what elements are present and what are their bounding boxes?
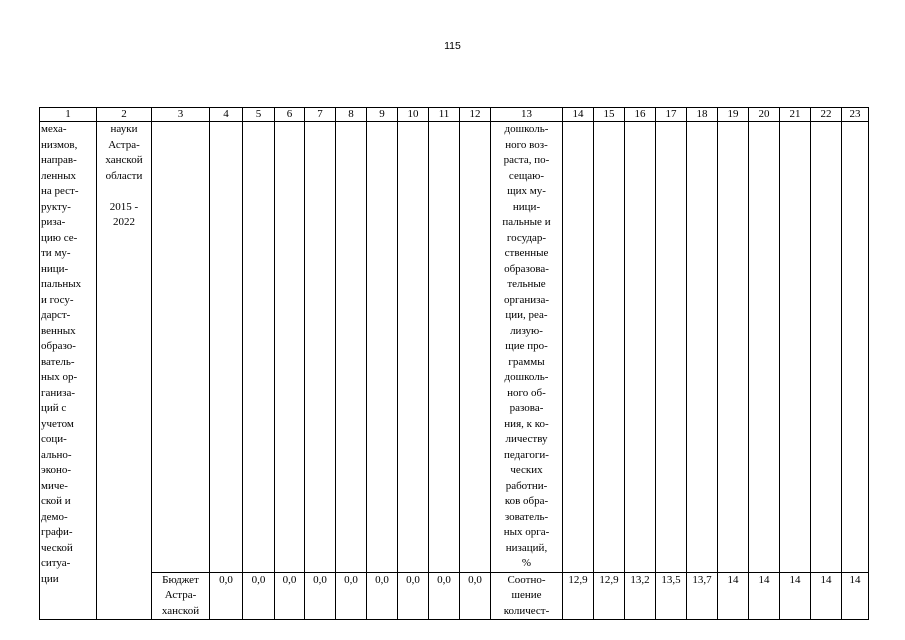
header-cell: 19 — [718, 108, 749, 122]
header-cell: 20 — [749, 108, 780, 122]
header-cell: 3 — [152, 108, 210, 122]
empty-cell — [656, 122, 687, 573]
empty-cell — [305, 122, 336, 573]
empty-cell — [842, 122, 869, 573]
empty-cell — [210, 122, 243, 573]
empty-cell — [336, 122, 367, 573]
indicator-value-cell: 12,9 — [594, 572, 625, 620]
empty-cell — [152, 122, 210, 573]
empty-cell — [460, 122, 491, 573]
empty-cell — [625, 122, 656, 573]
indicator-description-cell: Соотно- шение количест- — [491, 572, 563, 620]
funding-value-cell: 0,0 — [429, 572, 460, 620]
indicator-description-cell: дошколь- ного воз- раста, по- сещаю- щих му- ници- пальные и государ- ственные образова- тельные организа- ции, реа- лизую- щие про- граммы дошколь- ного об- разова- ния, к ко- личеству педагоги- ческих работни- ков обра- зователь- ных орга- низаций, % — [491, 122, 563, 573]
header-cell: 17 — [656, 108, 687, 122]
header-cell: 10 — [398, 108, 429, 122]
empty-cell — [367, 122, 398, 573]
funding-value-cell: 0,0 — [460, 572, 491, 620]
empty-cell — [275, 122, 305, 573]
empty-cell — [749, 122, 780, 573]
header-cell: 14 — [563, 108, 594, 122]
indicator-value-cell: 13,7 — [687, 572, 718, 620]
page-number: 115 — [444, 40, 461, 52]
funding-source-cell: Бюджет Астра- ханской — [152, 572, 210, 620]
header-cell: 8 — [336, 108, 367, 122]
empty-cell — [780, 122, 811, 573]
indicator-value-cell: 14 — [749, 572, 780, 620]
funding-value-cell: 0,0 — [398, 572, 429, 620]
header-cell: 1 — [40, 108, 97, 122]
header-cell: 4 — [210, 108, 243, 122]
indicator-value-cell: 14 — [780, 572, 811, 620]
funding-value-cell: 0,0 — [305, 572, 336, 620]
header-cell: 21 — [780, 108, 811, 122]
header-cell: 18 — [687, 108, 718, 122]
table-row — [40, 572, 869, 620]
header-row — [40, 108, 869, 122]
measure-description-cell: меха- низмов, направ- ленных на рест- рукту- риза- цию се- ти му- ници- пальных и госу- дарст- венных образо- ватель- ных ор- ганиза- ций с учетом соци- ально- эконо- миче- ской и демо- графи- ческой ситуа- ции — [40, 122, 97, 620]
header-cell: 22 — [811, 108, 842, 122]
header-cell: 12 — [460, 108, 491, 122]
header-cell: 11 — [429, 108, 460, 122]
funding-value-cell: 0,0 — [210, 572, 243, 620]
empty-cell — [429, 122, 460, 573]
funding-value-cell: 0,0 — [367, 572, 398, 620]
empty-cell — [594, 122, 625, 573]
header-cell: 16 — [625, 108, 656, 122]
funding-value-cell: 0,0 — [275, 572, 305, 620]
funding-value-cell: 0,0 — [336, 572, 367, 620]
executor-period-cell: науки Астра- ханской области 2015 - 2022 — [97, 122, 152, 620]
empty-cell — [398, 122, 429, 573]
indicator-value-cell: 14 — [811, 572, 842, 620]
empty-cell — [811, 122, 842, 573]
header-cell: 6 — [275, 108, 305, 122]
indicator-value-cell: 12,9 — [563, 572, 594, 620]
indicator-value-cell: 13,5 — [656, 572, 687, 620]
indicator-value-cell: 13,2 — [625, 572, 656, 620]
indicator-value-cell: 14 — [718, 572, 749, 620]
empty-cell — [718, 122, 749, 573]
header-cell: 13 — [491, 108, 563, 122]
table-row — [40, 122, 869, 573]
indicator-value-cell: 14 — [842, 572, 869, 620]
header-cell: 15 — [594, 108, 625, 122]
header-cell: 9 — [367, 108, 398, 122]
empty-cell — [687, 122, 718, 573]
empty-cell — [243, 122, 275, 573]
empty-cell — [563, 122, 594, 573]
header-cell: 2 — [97, 108, 152, 122]
program-table — [39, 107, 869, 620]
header-cell: 7 — [305, 108, 336, 122]
funding-value-cell: 0,0 — [243, 572, 275, 620]
header-cell: 5 — [243, 108, 275, 122]
header-cell: 23 — [842, 108, 869, 122]
